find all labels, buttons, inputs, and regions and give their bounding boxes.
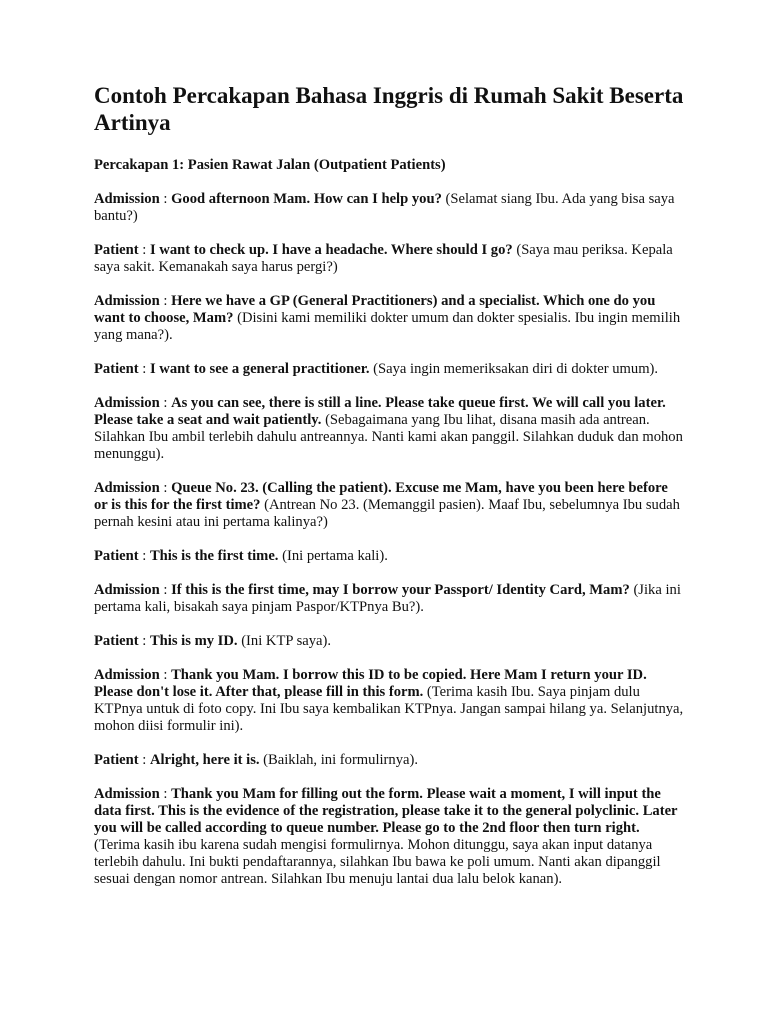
speaker-separator: : — [159, 582, 172, 598]
speaker-separator: : — [159, 395, 172, 411]
speaker-separator: : — [138, 242, 150, 258]
dialogue-turn — [94, 582, 684, 616]
indonesian-translation: (Disini kami memiliki dokter umum dan dokter spesialis. Ibu ingin memilih yang mana?). — [94, 310, 681, 343]
english-line: As you can see, there is still a line. Please take queue first. We will call you later. Please take a seat and wait patiently. — [94, 395, 666, 428]
speaker-label: Admission — [94, 395, 160, 411]
indonesian-translation: (Sebagaimana yang Ibu lihat, disana masih ada antrean. Silahkan Ibu ambil terlebih dahulu antreannya. Nanti kami akan panggil. Silahkan duduk dan mohon menunggu). — [94, 412, 683, 462]
dialogue-turn — [94, 191, 684, 225]
speaker-label: Admission — [94, 667, 160, 683]
dialogue-turn — [94, 242, 684, 276]
speaker-separator: : — [138, 633, 150, 649]
speaker-label: Admission — [94, 191, 160, 207]
speaker-label: Admission — [94, 786, 160, 802]
speaker-separator: : — [159, 667, 172, 683]
document-title: Contoh Percakapan Bahasa Inggris di Rumah Sakit Beserta Artinya — [94, 83, 684, 135]
indonesian-translation: (Terima kasih ibu karena sudah mengisi formulirnya. Mohon ditunggu, saya akan input datanya terlebih dahulu. Ini bukti pendaftarannya, silahkan Ibu bawa ke poli umum. Nanti akan dipanggil sesuai dengan nomor antrean. Silahkan Ibu menuju lantai dua lalu belok kanan). — [94, 837, 661, 887]
english-line: Thank you Mam for filling out the form. Please wait a moment, I will input the data first. This is the evidence of the registration, please take it to the general polyclinic. Later you will be called according to queue number. Please go to the 2nd floor then turn right. — [94, 786, 678, 836]
dialogue-turn — [94, 293, 684, 344]
speaker-label: Admission — [94, 480, 160, 496]
indonesian-translation: (Selamat siang Ibu. Ada yang bisa saya bantu?) — [94, 191, 675, 224]
indonesian-translation: (Saya ingin memeriksakan diri di dokter umum). — [369, 361, 659, 377]
english-line: Good afternoon Mam. How can I help you? — [171, 191, 442, 207]
speaker-label: Patient — [94, 752, 139, 768]
indonesian-translation: (Antrean No 23. (Memanggil pasien). Maaf Ibu, sebelumnya Ibu sudah pernah kesini atau ini pertama kalinya?) — [94, 497, 680, 530]
speaker-label: Patient — [94, 633, 139, 649]
speaker-label: Patient — [94, 548, 139, 564]
dialogue-turn — [94, 633, 684, 650]
dialogue-turn — [94, 752, 684, 769]
dialogue-turn — [94, 786, 684, 888]
dialogue-turn — [94, 667, 684, 735]
english-line: This is my ID. — [149, 633, 238, 649]
indonesian-translation: (Jika ini pertama kali, bisakah saya pinjam Paspor/KTPnya Bu?). — [94, 582, 681, 615]
speaker-label: Patient — [94, 361, 139, 377]
speaker-separator: : — [159, 480, 172, 496]
english-line: Queue No. 23. (Calling the patient). Excuse me Mam, have you been here before or is this for the first time? — [94, 480, 668, 513]
indonesian-translation: (Ini pertama kali). — [278, 548, 388, 564]
english-line: Here we have a GP (General Practitioners) and a specialist. Which one do you want to choose, Mam? — [94, 293, 656, 326]
dialogue-turn — [94, 480, 684, 531]
indonesian-translation: (Ini KTP saya). — [237, 633, 332, 649]
dialogue-turn — [94, 361, 684, 378]
speaker-separator: : — [138, 752, 150, 768]
dialogue-turn — [94, 548, 684, 565]
english-line: Alright, here it is. — [149, 752, 260, 768]
speaker-label: Admission — [94, 582, 160, 598]
indonesian-translation: (Baiklah, ini formulirnya). — [259, 752, 418, 768]
speaker-separator: : — [159, 191, 172, 207]
speaker-label: Admission — [94, 293, 160, 309]
dialogue-turn — [94, 395, 684, 463]
speaker-separator: : — [138, 548, 150, 564]
speaker-label: Patient — [94, 242, 139, 258]
indonesian-translation: (Saya mau periksa. Kepala saya sakit. Kemanakah saya harus pergi?) — [94, 242, 673, 275]
speaker-separator: : — [159, 293, 172, 309]
english-line: Thank you Mam. I borrow this ID to be copied. Here Mam I return your ID. Please don't lose it. After that, please fill in this form. — [94, 667, 647, 700]
section-heading: Percakapan 1: Pasien Rawat Jalan (Outpatient Patients) — [94, 157, 446, 173]
indonesian-translation: (Terima kasih Ibu. Saya pinjam dulu KTPnya untuk di foto copy. Ini Ibu saya kembalikan KTPnya. Jangan sampai hilang ya. Selanjutnya, mohon diisi formulir ini). — [94, 684, 684, 734]
english-line: I want to see a general practitioner. — [149, 361, 370, 377]
speaker-separator: : — [138, 361, 150, 377]
speaker-separator: : — [159, 786, 172, 802]
english-line: If this is the first time, may I borrow your Passport/ Identity Card, Mam? — [171, 582, 630, 598]
english-line: I want to check up. I have a headache. Where should I go? — [149, 242, 513, 258]
english-line: This is the first time. — [149, 548, 279, 564]
document-page — [94, 82, 684, 905]
